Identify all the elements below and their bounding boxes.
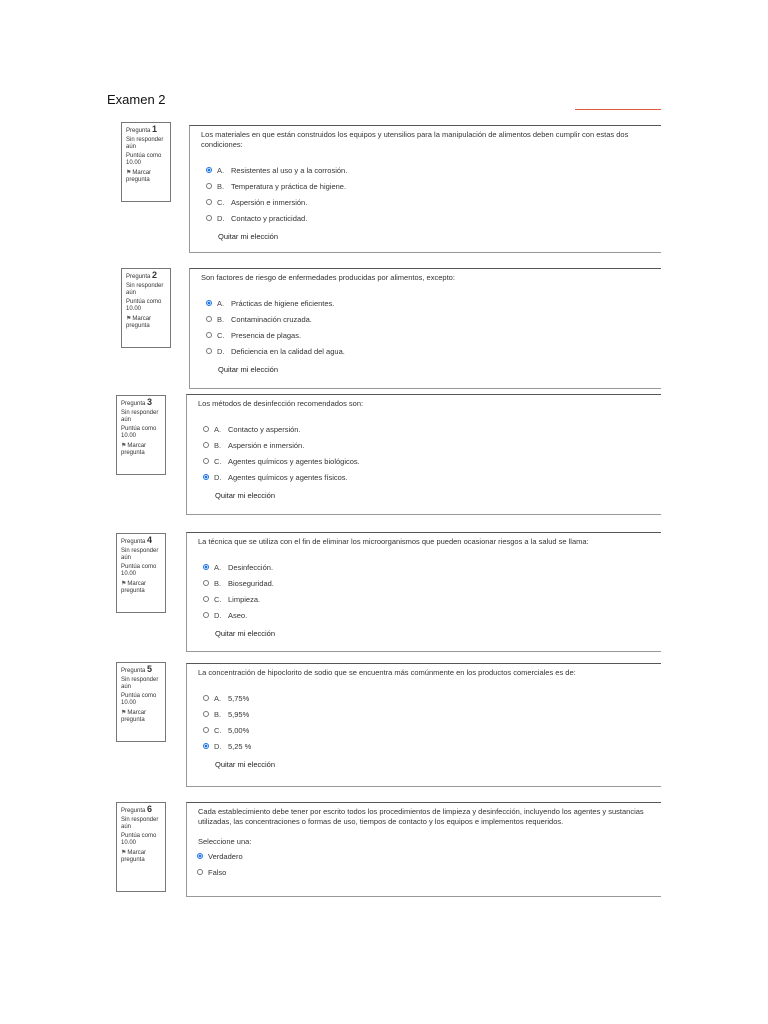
flag-question-link[interactable] — [126, 170, 167, 184]
answer-options — [198, 559, 661, 623]
question-status: Sin responder aún — [126, 283, 164, 296]
question-number: 5 — [147, 664, 153, 674]
flag-question-label: Marcar pregunta — [121, 710, 147, 723]
radio-button[interactable] — [206, 215, 212, 221]
question-content — [186, 663, 661, 787]
flag-question-link[interactable] — [121, 443, 162, 457]
answer-text: 5,75% — [228, 693, 250, 703]
radio-button[interactable] — [203, 474, 209, 480]
answer-options — [198, 421, 661, 485]
answer-letter: C. — [214, 456, 222, 466]
question-number-label — [121, 399, 162, 408]
radio-button[interactable] — [206, 167, 212, 173]
answer-option[interactable] — [203, 437, 661, 453]
flag-question-label: Marcar pregunta — [126, 316, 152, 329]
flag-question-link[interactable] — [126, 316, 167, 330]
answer-letter: D. — [217, 346, 225, 356]
radio-button[interactable] — [203, 695, 209, 701]
question-number: 3 — [147, 397, 153, 407]
radio-button[interactable] — [203, 458, 209, 464]
question-text: Los materiales en que están construidos los equipos y utensilios para la manipulación de alimentos deben cumplir con estas dos condiciones: — [201, 130, 629, 149]
radio-button[interactable] — [206, 316, 212, 322]
flag-question-label: Marcar pregunta — [121, 850, 147, 863]
answer-option[interactable] — [206, 327, 661, 343]
answer-text: Agentes químicos y agentes biológicos. — [228, 456, 360, 466]
answer-letter: D. — [214, 741, 222, 751]
question-info-box — [121, 122, 171, 202]
question-text: Cada establecimiento debe tener por escrito todos los procedimientos de limpieza y desinfección, incluyendo los agentes y sustancias utilizadas, las concentraciones o formas de uso, tiempos de contacto y los equipos e implementos requeridos. — [198, 807, 644, 826]
clear-choice-link[interactable]: Quitar mi elección — [218, 365, 279, 374]
clear-choice-link[interactable]: Quitar mi elección — [215, 760, 276, 769]
answer-option[interactable] — [206, 194, 661, 210]
answer-letter: D. — [217, 213, 225, 223]
answer-option[interactable] — [197, 848, 661, 864]
question-label: Pregunta — [126, 128, 153, 134]
answer-text: Desinfección. — [228, 562, 274, 572]
answer-text: 5,95% — [228, 709, 250, 719]
question-info-box — [116, 802, 166, 892]
answer-text: Temperatura y práctica de higiene. — [231, 181, 347, 191]
answer-option[interactable] — [203, 559, 661, 575]
question-text: Los métodos de desinfección recomendados son: — [198, 399, 364, 408]
radio-button[interactable] — [206, 183, 212, 189]
flag-question-link[interactable] — [121, 710, 162, 724]
answer-letter: A. — [214, 562, 222, 572]
answer-text: Deficiencia en la calidad del agua. — [231, 346, 345, 356]
question-status: Sin responder aún — [121, 677, 159, 690]
radio-button[interactable] — [203, 442, 209, 448]
answer-option[interactable] — [206, 343, 661, 359]
question-number-label — [121, 537, 162, 546]
answer-text: Bioseguridad. — [228, 578, 274, 588]
question-content — [189, 268, 661, 389]
question-info-box — [116, 395, 166, 475]
radio-button[interactable] — [203, 612, 209, 618]
radio-button[interactable] — [206, 300, 212, 306]
answer-option[interactable] — [203, 706, 661, 722]
flag-question-label: Marcar pregunta — [121, 581, 147, 594]
question-content — [186, 532, 661, 652]
flag-question-link[interactable] — [121, 581, 162, 595]
answer-letter: D. — [214, 610, 222, 620]
answer-options — [198, 848, 661, 880]
answer-option[interactable] — [206, 162, 661, 178]
answer-option[interactable] — [203, 690, 661, 706]
flag-question-label: Marcar pregunta — [126, 170, 152, 183]
radio-button[interactable] — [197, 853, 203, 859]
select-one-label: Seleccione una: — [198, 837, 252, 846]
question-label: Pregunta — [126, 274, 153, 280]
radio-button[interactable] — [206, 199, 212, 205]
answer-options — [198, 690, 661, 754]
question-info-box — [116, 662, 166, 742]
clear-choice-link[interactable]: Quitar mi elección — [215, 629, 276, 638]
answer-letter: A. — [217, 298, 225, 308]
flag-question-label: Marcar pregunta — [121, 443, 147, 456]
answer-text: 5,25 % — [228, 741, 252, 751]
question-number-label — [126, 272, 167, 281]
question-number-label — [121, 666, 162, 675]
radio-button[interactable] — [206, 332, 212, 338]
answer-letter: A. — [217, 165, 225, 175]
answer-text: Aseo. — [228, 610, 248, 620]
question-score: Puntúa como 10.00 — [126, 153, 162, 166]
radio-button[interactable] — [197, 869, 203, 875]
answer-letter: B. — [214, 578, 222, 588]
answer-option[interactable] — [197, 864, 661, 880]
question-label: Pregunta — [121, 401, 148, 407]
answer-letter: C. — [214, 725, 222, 735]
radio-button[interactable] — [203, 711, 209, 717]
radio-button[interactable] — [203, 564, 209, 570]
question-score: Puntúa como 10.00 — [121, 693, 157, 706]
question-score: Puntúa como 10.00 — [121, 426, 157, 439]
answer-letter: B. — [217, 181, 225, 191]
question-content — [186, 394, 661, 515]
question-status: Sin responder aún — [121, 410, 159, 423]
answer-letter: A. — [214, 693, 222, 703]
answer-option[interactable] — [203, 722, 661, 738]
answer-option[interactable] — [206, 178, 661, 194]
answer-option[interactable] — [203, 738, 661, 754]
flag-icon: ⚑ — [121, 443, 127, 449]
question-score: Puntúa como 10.00 — [126, 299, 162, 312]
answer-letter: B. — [217, 314, 225, 324]
answer-options — [201, 295, 661, 359]
question-score: Puntúa como 10.00 — [121, 833, 157, 846]
flag-question-link[interactable] — [121, 850, 162, 864]
answer-letter: C. — [214, 594, 222, 604]
clear-choice-link[interactable]: Quitar mi elección — [218, 232, 279, 241]
question-number: 2 — [152, 270, 158, 280]
answer-text: Verdadero — [208, 851, 243, 861]
question-score: Puntúa como 10.00 — [121, 564, 157, 577]
radio-button[interactable] — [206, 348, 212, 354]
answer-option[interactable] — [203, 421, 661, 437]
answer-letter: C. — [217, 197, 225, 207]
question-text: Son factores de riesgo de enfermedades producidas por alimentos, excepto: — [201, 273, 455, 282]
radio-button[interactable] — [203, 743, 209, 749]
answer-options — [201, 162, 661, 226]
answer-text: Resistentes al uso y a la corrosión. — [231, 165, 348, 175]
answer-text: Aspersión e inmersión. — [231, 197, 308, 207]
question-status: Sin responder aún — [126, 137, 164, 150]
clear-choice-link[interactable]: Quitar mi elección — [215, 491, 276, 500]
answer-text: Contacto y aspersión. — [228, 424, 301, 434]
answer-option[interactable] — [206, 210, 661, 226]
radio-button[interactable] — [203, 596, 209, 602]
answer-text: Contaminación cruzada. — [231, 314, 312, 324]
answer-text: Limpieza. — [228, 594, 261, 604]
question-number-label — [121, 806, 162, 815]
answer-text: Contacto y practicidad. — [231, 213, 308, 223]
red-divider — [575, 109, 661, 110]
flag-icon: ⚑ — [126, 170, 132, 176]
question-label: Pregunta — [121, 539, 148, 545]
question-status: Sin responder aún — [121, 817, 159, 830]
answer-letter: C. — [217, 330, 225, 340]
answer-text: Prácticas de higiene eficientes. — [231, 298, 335, 308]
question-info-box — [116, 533, 166, 613]
question-number: 4 — [147, 535, 153, 545]
answer-text: Presencia de plagas. — [231, 330, 302, 340]
decorative-dots: . . — [575, 104, 589, 109]
answer-option[interactable] — [203, 591, 661, 607]
radio-button[interactable] — [203, 426, 209, 432]
flag-icon: ⚑ — [121, 710, 127, 716]
radio-button[interactable] — [203, 580, 209, 586]
answer-option[interactable] — [203, 453, 661, 469]
answer-text: 5,00% — [228, 725, 250, 735]
radio-button[interactable] — [203, 727, 209, 733]
answer-letter: B. — [214, 440, 222, 450]
question-content — [186, 802, 661, 897]
flag-icon: ⚑ — [121, 850, 127, 856]
answer-letter: B. — [214, 709, 222, 719]
answer-text: Aspersión e inmersión. — [228, 440, 305, 450]
question-content — [189, 125, 661, 253]
question-label: Pregunta — [121, 808, 148, 814]
answer-option[interactable] — [206, 295, 661, 311]
answer-letter: D. — [214, 472, 222, 482]
answer-option[interactable] — [203, 607, 661, 623]
question-status: Sin responder aún — [121, 548, 159, 561]
flag-icon: ⚑ — [121, 581, 127, 587]
question-number-label — [126, 126, 167, 135]
question-text: La concentración de hipoclorito de sodio que se encuentra más comúnmente en los productos comerciales es de: — [198, 668, 576, 677]
answer-text: Falso — [208, 867, 227, 877]
answer-option[interactable] — [203, 469, 661, 485]
flag-icon: ⚑ — [126, 316, 132, 322]
exam-title: Examen 2 — [107, 92, 166, 107]
question-label: Pregunta — [121, 668, 148, 674]
question-text: La técnica que se utiliza con el fin de eliminar los microorganismos que pueden ocasionar riesgos a la salud se llama: — [198, 537, 589, 546]
question-info-box — [121, 268, 171, 348]
answer-letter: A. — [214, 424, 222, 434]
answer-text: Agentes químicos y agentes físicos. — [228, 472, 348, 482]
question-number: 6 — [147, 804, 153, 814]
answer-option[interactable] — [203, 575, 661, 591]
answer-option[interactable] — [206, 311, 661, 327]
question-number: 1 — [152, 124, 158, 134]
